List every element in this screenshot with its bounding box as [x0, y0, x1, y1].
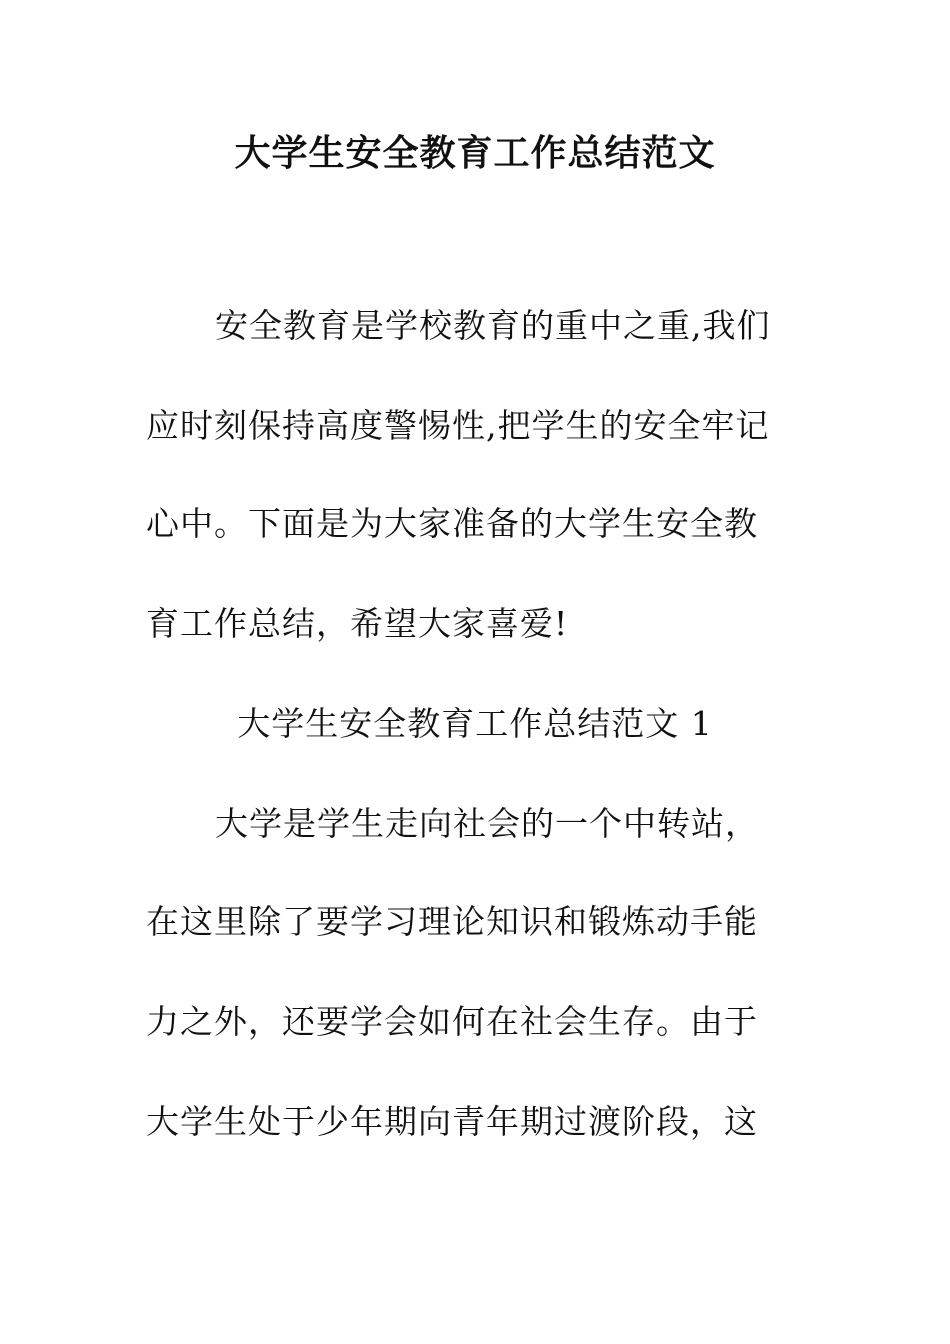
section-heading: 大学生安全教育工作总结范文 1 [237, 704, 713, 743]
body-line-3: 力之外，还要学会如何在社会生存。由于 [146, 1002, 758, 1041]
body-line-4: 大学生处于少年期向青年期过渡阶段，这 [146, 1102, 758, 1141]
intro-line-4: 育工作总结，希望大家喜爱! [146, 604, 569, 643]
document-title: 大学生安全教育工作总结范文 [234, 132, 716, 174]
body-line-2: 在这里除了要学习理论知识和锻炼动手能 [146, 902, 758, 941]
intro-line-2: 应时刻保持高度警惕性,把学生的安全牢记 [146, 406, 770, 445]
body-line-1: 大学是学生走向社会的一个中转站， [215, 804, 759, 843]
intro-line-1: 安全教育是学校教育的重中之重,我们 [215, 306, 771, 345]
intro-line-3: 心中。下面是为大家准备的大学生安全教 [146, 504, 758, 543]
